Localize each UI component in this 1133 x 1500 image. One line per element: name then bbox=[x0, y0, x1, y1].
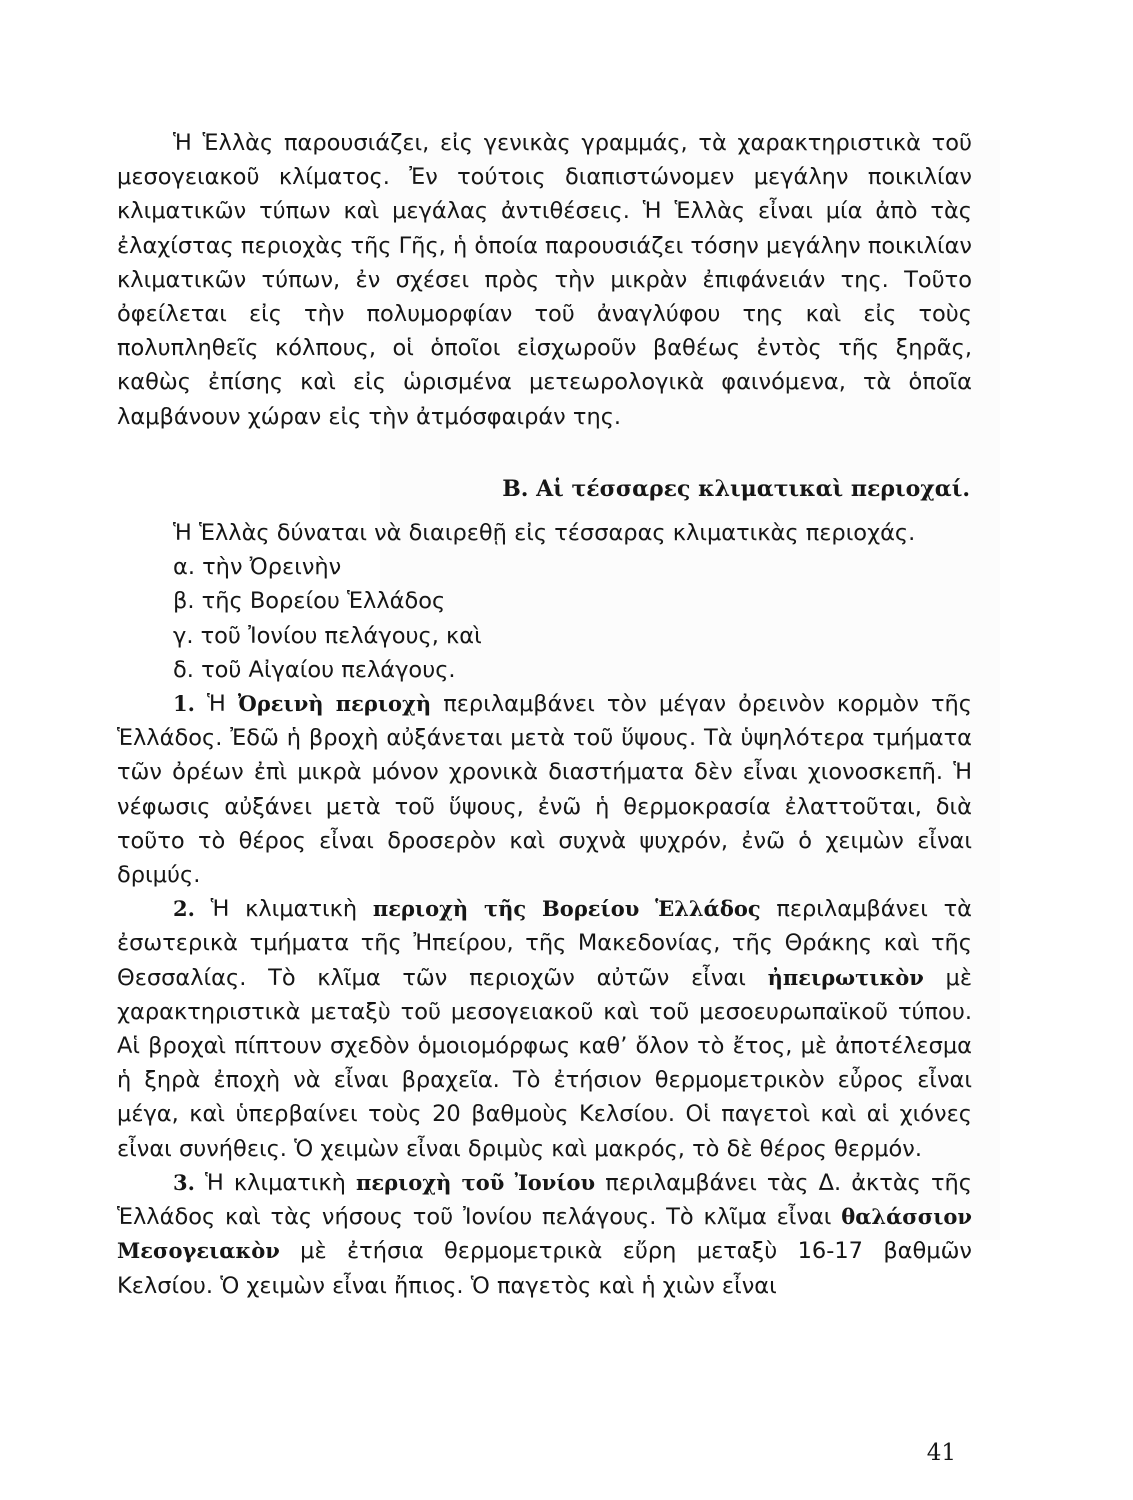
text-span: μὲ ἐτήσια θερμομετρικὰ εὔρη μεταξὺ 16-17 βαθμῶν Κελσίου. Ὁ χειμὼν εἶναι ἤπιος. Ὁ παγετὸς καὶ ἡ χιὼν εἶναι bbox=[117, 1238, 972, 1299]
list-item: α. τὴν Ὀρεινὴν bbox=[173, 554, 342, 581]
text-span: μὲ χαρακτηριστικὰ μεταξὺ τοῦ μεσογειακοῦ καὶ τοῦ μεσοευρωπαϊκοῦ τύπου. Αἱ βροχαὶ πίπτουν σχεδὸν ὁμοιομόρφως καθ’ ὅλον τὸ ἔτος, μὲ ἀποτέλεσμα ἡ ξηρὰ ἐποχὴ νὰ εἶναι βραχεῖα. Τὸ ἐτήσιον θερμομετρικὸν εὖρος εἶναι μέγα, καὶ ὑπερβαίνει τοὺς 20 βαθμοὺς Κελσίου. Οἱ παγετοὶ καὶ αἱ χιόνες εἶναι συνήθεις. Ὁ χειμὼν εἶναι δριμὺς καὶ μακρός, τὸ δὲ θέρος θερμόν. bbox=[117, 964, 972, 1162]
text-span: Ἡ bbox=[207, 691, 226, 718]
page-number: 41 bbox=[926, 1440, 956, 1466]
text-span: περιλαμβάνει τὸν μέγαν ὀρεινὸν κορμὸν τῆς Ἑλλάδος. Ἐδῶ ἡ βροχὴ αὐξάνεται μετὰ τοῦ ὕψους. Τὰ ὑψηλότερα τμήματα τῶν ὀρέων ἐπὶ μικρὰ μόνον χρονικὰ διαστήματα δὲν εἶναι χιονοσκεπῆ. Ἡ νέφωσις αὐξάνει μετὰ τοῦ ὕψους, ἐνῶ ἡ θερμοκρασία ἐλαττοῦται, διὰ τοῦτο τὸ θέρος εἶναι δροσερὸν καὶ συχνὰ ψυχρόν, ἐνῶ ὁ χειμὼν εἶναι δριμύς. bbox=[117, 691, 972, 889]
bold-term: θαλάσσιον Μεσογειακὸν bbox=[117, 1204, 972, 1264]
bold-term: περιοχὴ τοῦ Ἰονίου bbox=[356, 1169, 596, 1195]
regions-list bbox=[117, 550, 972, 687]
text-span: περιλαμβάνει τὰ ἐσωτερικὰ τμήματα τῆς Ἠπείρου, τῆς Μακεδονίας, τῆς Θράκης καὶ τῆς Θεσσαλίας. Τὸ κλῖμα τῶν περιοχῶν αὐτῶν εἶναι bbox=[117, 896, 972, 991]
page-text bbox=[117, 126, 972, 1303]
text-span: Ἡ κλιματικὴ bbox=[205, 1169, 346, 1196]
paragraph-number: 3. bbox=[173, 1169, 195, 1195]
bold-term: Ὀρεινὴ περιοχὴ bbox=[237, 691, 432, 717]
mountain-region-paragraph bbox=[117, 687, 972, 892]
text-span: περιλαμβάνει τὰς Δ. ἀκτὰς τῆς Ἑλλάδος καὶ τὰς νήσους τοῦ Ἰονίου πελάγους. Τὸ κλῖμα εἶναι bbox=[117, 1169, 972, 1231]
northern-region-paragraph bbox=[117, 892, 972, 1166]
list-item: γ. τοῦ Ἰονίου πελάγους, καὶ bbox=[173, 622, 482, 649]
paragraph-number: 1. bbox=[173, 691, 195, 717]
section-heading: Β. Αἱ τέσσαρες κλιματικαὶ περιοχαί. bbox=[502, 475, 970, 502]
bold-term: περιοχὴ τῆς Βορείου Ἑλλάδος bbox=[372, 896, 761, 922]
bold-term: ἠπειρωτικὸν bbox=[767, 964, 924, 990]
paragraph-number: 2. bbox=[173, 896, 195, 922]
ionian-region-paragraph bbox=[117, 1166, 972, 1303]
division-intro: Ἡ Ἑλλὰς δύναται νὰ διαιρεθῇ εἰς τέσσαρας κλιματικὰς περιοχάς. bbox=[173, 520, 916, 547]
list-item: β. τῆς Βορείου Ἑλλάδος bbox=[173, 588, 446, 615]
list-item: δ. τοῦ Αἰγαίου πελάγους. bbox=[173, 656, 456, 683]
intro-paragraph: Ἡ Ἑλλὰς παρουσιάζει, εἰς γενικὰς γραμμάς, τὰ χαρακτηριστικὰ τοῦ μεσογειακοῦ κλίματος. Ἐν τούτοις διαπιστώνομεν μεγάλην ποικιλίαν κλιματικῶν τύπων καὶ μεγάλας ἀντιθέσεις. Ἡ Ἑλλὰς εἶναι μία ἀπὸ τὰς ἐλαχίστας περιοχὰς τῆς Γῆς, ἡ ὁποία παρουσιάζει τόσην μεγάλην ποικιλίαν κλιματικῶν τύπων, ἐν σχέσει πρὸς τὴν μικρὰν ἐπιφάνειάν της. Τοῦτο ὀφείλεται εἰς τὴν πολυμορφίαν τοῦ ἀναγλύφου της καὶ εἰς τοὺς πολυπληθεῖς κόλπους, οἱ ὁποῖοι εἰσχωροῦν βαθέως ἐντὸς τῆς ξηρᾶς, καθὼς ἐπίσης καὶ εἰς ὡρισμένα μετεωρολογικὰ φαινόμενα, τὰ ὁποῖα λαμβάνουν χώραν εἰς τὴν ἀτμόσφαιράν της. bbox=[117, 130, 972, 430]
text-span: Ἡ κλιματικὴ bbox=[210, 896, 358, 923]
